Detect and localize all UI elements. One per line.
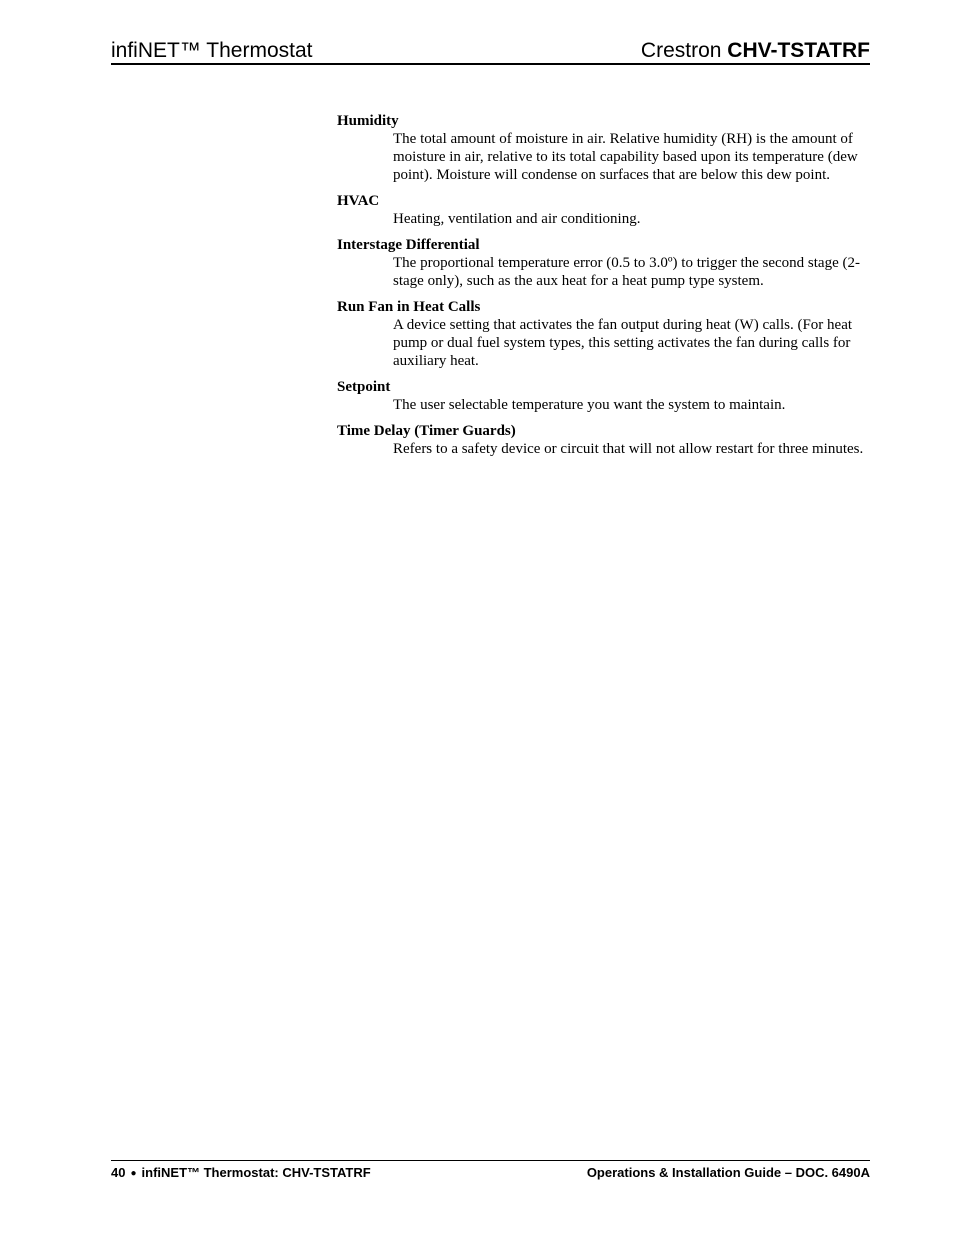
footer-guide-title: Operations & Installation Guide – DOC. 6490A	[586, 1165, 870, 1180]
glossary-definition: The total amount of moisture in air. Relative humidity (RH) is the amount of moisture in air, relative to its total capability based upon its temperature (dew point). Moisture will condense on surfaces that are below this dew point.	[393, 131, 858, 183]
glossary-entry-run-fan	[337, 298, 877, 370]
bullet-icon: ●	[130, 1168, 137, 1179]
glossary-entry-interstage-differential	[337, 236, 877, 290]
glossary-definition: Heating, ventilation and air conditioning.	[393, 211, 641, 227]
page-number: 40	[111, 1165, 126, 1180]
header-title: infiNET™ Thermostat	[111, 39, 313, 62]
glossary-entry-time-delay	[337, 422, 877, 458]
page-header	[111, 38, 870, 65]
glossary-term: Humidity	[337, 113, 399, 129]
glossary-term: Run Fan in Heat Calls	[337, 299, 481, 315]
glossary-term: Interstage Differential	[337, 237, 480, 253]
glossary-definition: The proportional temperature error (0.5 to 3.0º) to trigger the second stage (2-stage only), such as the aux heat for a heat pump type system.	[393, 255, 860, 289]
header-brand-model	[641, 38, 870, 63]
glossary-definition: Refers to a safety device or circuit that will not allow restart for three minutes.	[393, 441, 864, 457]
footer-doc-title: infiNET™ Thermostat: CHV-TSTATRF	[141, 1165, 371, 1180]
glossary-entry-hvac	[337, 192, 877, 228]
glossary-list	[337, 112, 877, 466]
glossary-definition: The user selectable temperature you want the system to maintain.	[393, 397, 786, 413]
glossary-definition: A device setting that activates the fan output during heat (W) calls. (For heat pump or dual fuel system types, this setting activates the fan during calls for auxiliary heat.	[393, 317, 853, 369]
header-model: CHV-TSTATRF	[727, 39, 870, 62]
glossary-term: Setpoint	[337, 379, 391, 395]
footer-left	[111, 1164, 371, 1182]
glossary-term: Time Delay (Timer Guards)	[337, 423, 516, 439]
header-brand: Crestron	[640, 39, 722, 62]
glossary-entry-humidity	[337, 112, 877, 184]
glossary-term: HVAC	[337, 193, 380, 209]
page-footer	[111, 1160, 870, 1180]
glossary-entry-setpoint	[337, 378, 877, 414]
